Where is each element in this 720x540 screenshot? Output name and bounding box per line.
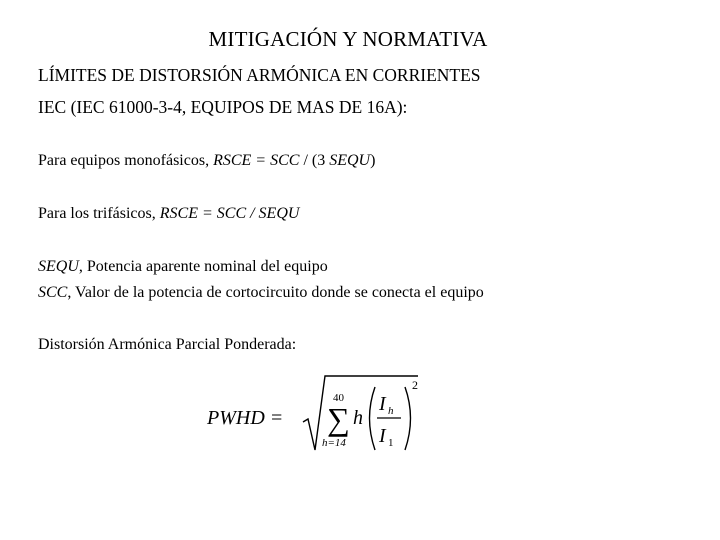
slide-title: MITIGACIÓN Y NORMATIVA [208, 27, 488, 51]
monophase-mid: / (3 [299, 152, 330, 169]
monophase-rule [38, 151, 375, 171]
fraction-denominator-sub: 1 [388, 437, 394, 449]
fraction-numerator-sub: h [388, 405, 394, 417]
triphase-formula: RSCE = SCC / SEQU [159, 205, 300, 222]
right-paren [405, 387, 411, 450]
subtitle-line-1: LÍMITES DE DISTORSIÓN ARMÓNICA EN CORRIENTES [38, 65, 481, 85]
definition-scc-text: , Valor de la potencia de cortocircuito donde se conecta el equipo [67, 284, 484, 301]
sum-lower-limit: h=14 [322, 437, 346, 449]
subtitle-line-2: IEC (IEC 61000-3-4, EQUIPOS DE MAS DE 16A): [38, 97, 408, 117]
exponent: 2 [412, 378, 418, 392]
triphase-rule [38, 204, 299, 224]
monophase-formula: RSCE = SCC [213, 152, 300, 169]
left-paren [370, 387, 376, 450]
definition-sequ [38, 257, 328, 277]
definition-sequ-text: , Potencia aparente nominal del equipo [78, 258, 328, 275]
pwhd-equation [205, 372, 435, 464]
triphase-prefix: Para los trifásicos, [38, 205, 160, 222]
sum-upper-limit: 40 [333, 392, 344, 404]
definition-scc-term: SCC [38, 284, 68, 301]
fraction-denominator: I [379, 425, 386, 447]
monophase-sequ: SEQU [329, 152, 371, 169]
monophase-prefix: Para equipos monofásicos, [38, 152, 214, 169]
equation-h: h [353, 407, 363, 429]
sigma-symbol: ∑ [327, 401, 350, 437]
monophase-suffix: ) [370, 152, 376, 169]
definition-sequ-term: SEQU [38, 258, 79, 275]
equation-lhs: PWHD = [207, 407, 284, 429]
pwhd-label: Distorsión Armónica Parcial Ponderada: [38, 336, 297, 353]
fraction-numerator: I [379, 393, 386, 415]
definition-scc [38, 283, 484, 303]
